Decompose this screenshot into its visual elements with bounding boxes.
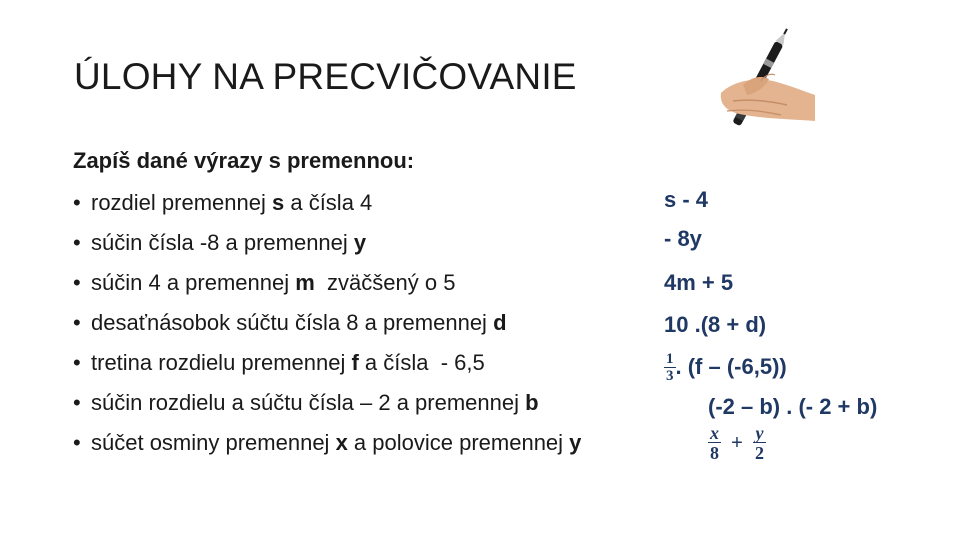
list-item: • rozdiel premennej s a čísla 4: [73, 185, 581, 225]
list-item: • súčin čísla -8 a premennej y: [73, 225, 581, 265]
answer-6: (-2 – b) . (- 2 + b): [708, 394, 878, 419]
bullet: •: [73, 390, 81, 415]
answer-2: - 8y: [664, 226, 702, 251]
page-title: ÚLOHY NA PRECVIČOVANIE: [74, 56, 577, 97]
list-item: • súčin rozdielu a súčtu čísla – 2 a premennej b: [73, 385, 581, 425]
bullet: •: [73, 230, 81, 255]
bullet: •: [73, 350, 81, 375]
list-item: • súčet osminy premennej x a polovice premennej y: [73, 425, 581, 465]
answer-1: s - 4: [664, 187, 709, 212]
list-item: • súčin 4 a premennej m zväčšený o 5: [73, 265, 581, 305]
intro-text: Zapíš dané výrazy s premennou:: [73, 148, 415, 173]
bullet: •: [73, 190, 81, 215]
fraction-x-8: $\frac{x}{8}$: [710, 423, 719, 463]
answer-4: 10 .(8 + d): [664, 312, 767, 337]
list-item: • desaťnásobok súčtu čísla 8 a premennej d: [73, 305, 581, 345]
bullet: •: [73, 310, 81, 335]
bullet: •: [73, 270, 81, 295]
plus-sign: +: [731, 431, 743, 454]
answer-7: [708, 424, 766, 462]
answer-3: 4m + 5: [664, 270, 734, 295]
task-list: [73, 185, 581, 465]
fraction: $\frac{1}{3}$: [666, 351, 674, 384]
answer-5: $\frac{1}{3}$ . (f – (-6,5)): [666, 351, 787, 384]
fraction-y-2: $\frac{y}{2}$: [754, 423, 764, 463]
list-item: • tretina rozdielu premennej f a čísla - 6,5: [73, 345, 581, 385]
hand-writing-with-pen-icon: [703, 15, 821, 133]
bullet: •: [73, 430, 81, 455]
